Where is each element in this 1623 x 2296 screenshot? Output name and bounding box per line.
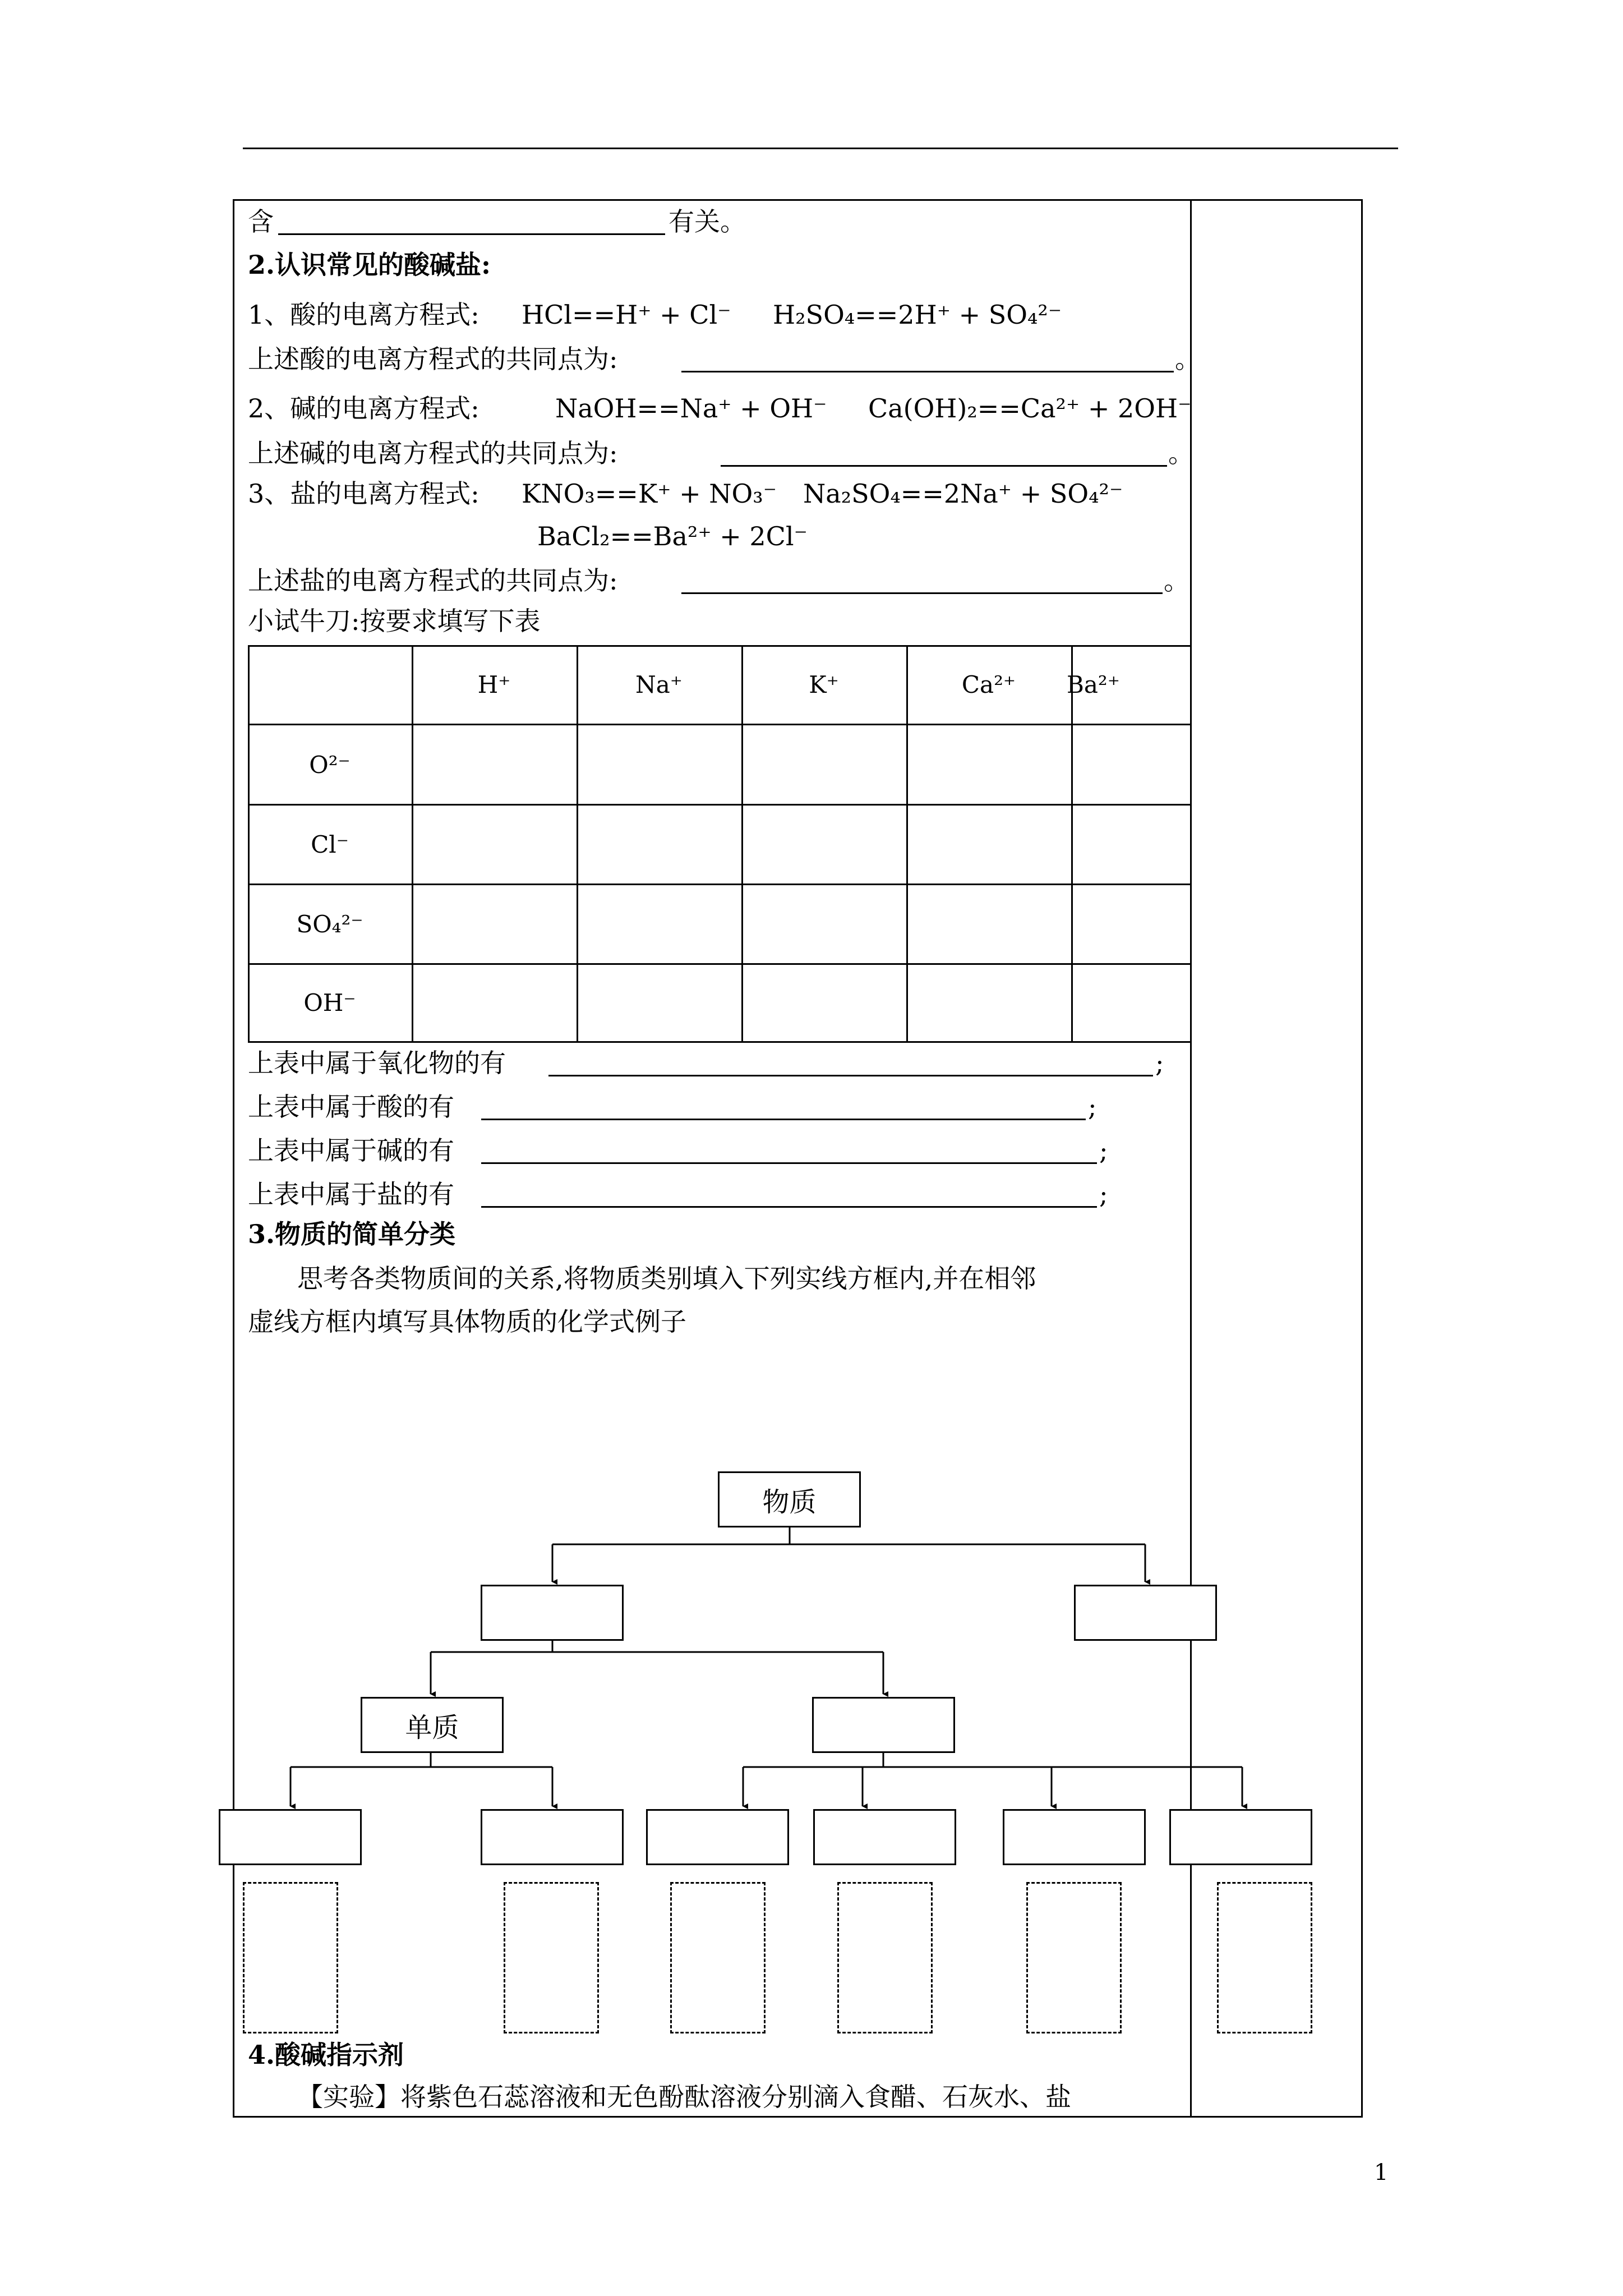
fill-end: ; [1155,1048,1164,1078]
tree-empty-box[interactable] [481,1585,624,1641]
tree-empty-box[interactable] [1074,1585,1217,1641]
tree-empty-box[interactable] [481,1809,624,1865]
tree-empty-box[interactable] [812,1697,955,1753]
salt-eq3: BaCl₂==Ba²⁺ + 2Cl⁻ [537,521,808,551]
table-row-anion: Cl⁻ [311,831,349,858]
base-common: 上述碱的电离方程式的共同点为: [248,438,618,468]
page-number: 1 [1374,2160,1389,2185]
example-dashed-box[interactable] [243,1882,338,2033]
base-label: 2、碱的电离方程式: [248,393,479,424]
end-mark: 。 [1168,438,1194,468]
fill-end: ; [1099,1135,1108,1166]
end-mark: 。 [1175,344,1201,374]
example-dashed-box[interactable] [1026,1882,1122,2033]
tree-root-box: 物质 [718,1471,861,1527]
base-eq2: Ca(OH)₂==Ca²⁺ + 2OH⁻ [868,393,1192,424]
section3-para1: 思考各类物质间的关系,将物质类别填入下列实线方框内,并在相邻 [297,1263,1036,1294]
table-header-cation: Na⁺ [635,671,683,698]
fill-label-oxide: 上表中属于氧化物的有 [248,1048,506,1078]
base-eq1: NaOH==Na⁺ + OH⁻ [555,393,827,424]
salt-common: 上述盐的电离方程式的共同点为: [248,565,618,596]
acid-common: 上述酸的电离方程式的共同点为: [248,344,618,374]
table-header-cation: Ca²⁺ [961,671,1016,698]
table-row-anion: O²⁻ [309,751,351,779]
salt-eq1: KNO₃==K⁺ + NO₃⁻ [522,478,777,509]
fill-end: ; [1088,1092,1097,1122]
tree-empty-box[interactable] [813,1809,956,1865]
section4-title: 4.酸碱指示剂 [248,2040,404,2070]
tree-empty-box[interactable] [219,1809,362,1865]
acid-eq1: HCl==H⁺ + Cl⁻ [522,300,731,330]
tree-empty-box[interactable] [1169,1809,1312,1865]
try-it-label: 小试牛刀:按要求填写下表 [248,606,541,636]
salt-label: 3、盐的电离方程式: [248,478,479,509]
example-dashed-box[interactable] [670,1882,766,2033]
line-top-prefix: 含 [248,206,274,237]
line-top-suffix: 有关。 [668,206,746,237]
table-header-cation: Ba²⁺ [1067,671,1120,698]
fill-label-salt: 上表中属于盐的有 [248,1179,454,1209]
example-dashed-box[interactable] [837,1882,933,2033]
table-row-anion: SO₄²⁻ [296,910,363,938]
acid-eq2: H₂SO₄==2H⁺ + SO₄²⁻ [773,300,1062,330]
section3-title: 3.物质的简单分类 [248,1219,456,1249]
tree-simple-box: 单质 [361,1697,504,1753]
example-dashed-box[interactable] [504,1882,599,2033]
fill-end: ; [1099,1179,1108,1209]
section3-para2: 虚线方框内填写具体物质的化学式例子 [248,1306,686,1337]
end-mark: 。 [1164,565,1189,596]
tree-empty-box[interactable] [1003,1809,1146,1865]
tree-empty-box[interactable] [646,1809,789,1865]
table-header-cation: H⁺ [477,671,511,698]
section2-title: 2.认识常见的酸碱盐: [248,250,491,280]
fill-label-acid: 上表中属于酸的有 [248,1092,454,1122]
fill-label-base: 上表中属于碱的有 [248,1135,454,1166]
salt-eq2: Na₂SO₄==2Na⁺ + SO₄²⁻ [803,478,1123,509]
table-header-cation: K⁺ [809,671,839,698]
acid-label: 1、酸的电离方程式: [248,300,479,330]
table-row-anion: OH⁻ [303,989,356,1016]
example-dashed-box[interactable] [1217,1882,1312,2033]
section4-experiment: 【实验】将紫色石蕊溶液和无色酚酞溶液分别滴入食醋、石灰水、盐 [297,2082,1071,2112]
